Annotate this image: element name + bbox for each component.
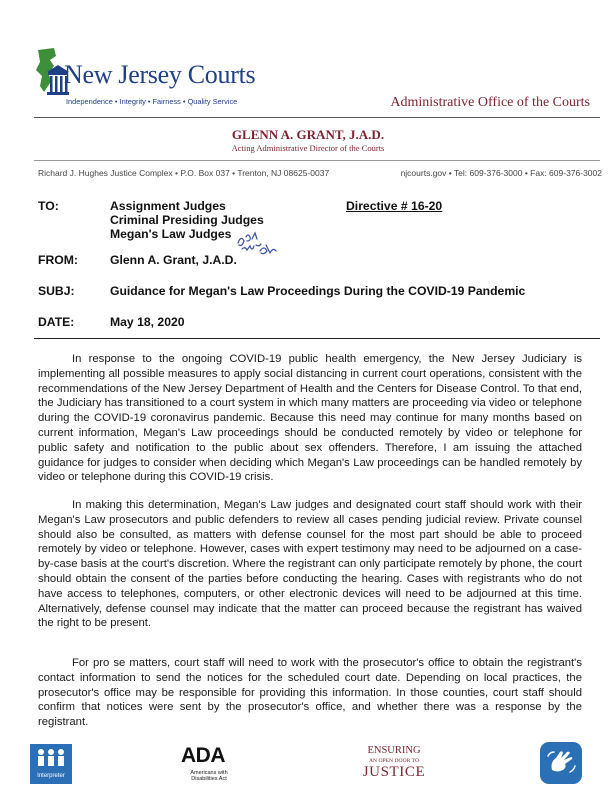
ada-subtitle: Americans with Disabilities Act: [190, 770, 228, 782]
subject-text: Guidance for Megan's Law Proceedings During the COVID-19 Pandemic: [110, 284, 526, 298]
ensuring-line-3: JUSTICE: [362, 764, 426, 780]
to-line-3: Megan's Law Judges: [110, 227, 232, 241]
sign-language-icon: [540, 742, 582, 784]
office-address: Richard J. Hughes Justice Complex • P.O. Box 037 • Trenton, NJ 08625-0037: [38, 168, 330, 178]
from-label: FROM:: [38, 253, 78, 267]
org-tagline: Independence • Integrity • Fairness • Quality Service: [66, 97, 238, 106]
directive-number: Directive # 16-20: [346, 199, 443, 213]
body-paragraph-1: In response to the ongoing COVID-19 public health emergency, the New Jersey Judiciary is implementing all possible measures to apply social distancing in current court operations, consistent with the recommendations of the New Jersey Department of Health and the Centers for Disease Control. To that end, the Judiciary has transitioned to a court system in which many matters are proceeding via video or telephone during the COVID-19 coronavirus pandemic. Because this need may continue for many months based on current information, Megan's Law proceedings should be conducted remotely by video or telephone for public safety and notification to the public about sex offenders. Therefore, I am issuing the attached guidance for judges to consider when deciding which Megan's Law proceedings can be handled remotely by video or telephone during this COVID-19 crisis.: [38, 353, 582, 484]
to-line-2: Criminal Presiding Judges: [110, 213, 264, 227]
date-label: DATE:: [38, 315, 75, 329]
body-paragraph-2: In making this determination, Megan's Law judges and designated court staff should work with their Megan's Law prosecutors and public defenders to review all cases pending judicial review. Private counsel should also be consulted, as matters with defense counsel for the most part should be able to proceed remotely by video or telephone. However, cases with expert testimony may need to be adjourned on a case-by-case basis at the court's discretion. Where the registrant can only participate remotely by phone, the court should obtain the consent of the parties before conducting the hearing. Cases with registrants who do not have access to telephones, computers, or other electronic devices will need to be adjourned at this time. Alternatively, defense counsel may indicate that the matter can proceed because the registrant has waived the right to be present.: [38, 499, 582, 630]
office-name: Administrative Office of the Courts: [390, 95, 590, 110]
interpreter-label: Interpreter: [37, 773, 65, 779]
memo-divider: [34, 338, 600, 339]
body-paragraph-3: For pro se matters, court staff will need to work with the prosecutor's office to obtain the registrant's contact information to send the notices for the scheduled court date. Depending on local practices, the prosecutor's office may be responsible for providing this information. In those counties, court staff should confirm that notices were sent by the prosecutor's office, and whether there was a response by the registrant.: [38, 657, 582, 729]
ensuring-line-1: ENSURING: [367, 745, 421, 756]
ensuring-line-2: AN OPEN DOOR TO: [369, 758, 419, 764]
office-contact: njcourts.gov • Tel: 609-376-3000 • Fax: 609-376-3002: [400, 168, 602, 178]
date-text: May 18, 2020: [110, 315, 185, 329]
ada-logo: ADA: [181, 744, 225, 767]
to-label: TO:: [38, 199, 59, 213]
director-name: GLENN A. GRANT, J.A.D.: [231, 127, 385, 142]
org-name: New Jersey Courts: [64, 60, 256, 89]
from-name: Glenn A. Grant, J.A.D.: [110, 253, 237, 267]
address-divider: [34, 160, 600, 161]
header-divider: [34, 117, 600, 118]
subject-label: SUBJ:: [38, 284, 75, 298]
handwritten-initials-icon: [234, 231, 278, 261]
director-title: Acting Administrative Director of the Courts: [231, 143, 385, 153]
to-line-1: Assignment Judges: [110, 199, 226, 213]
